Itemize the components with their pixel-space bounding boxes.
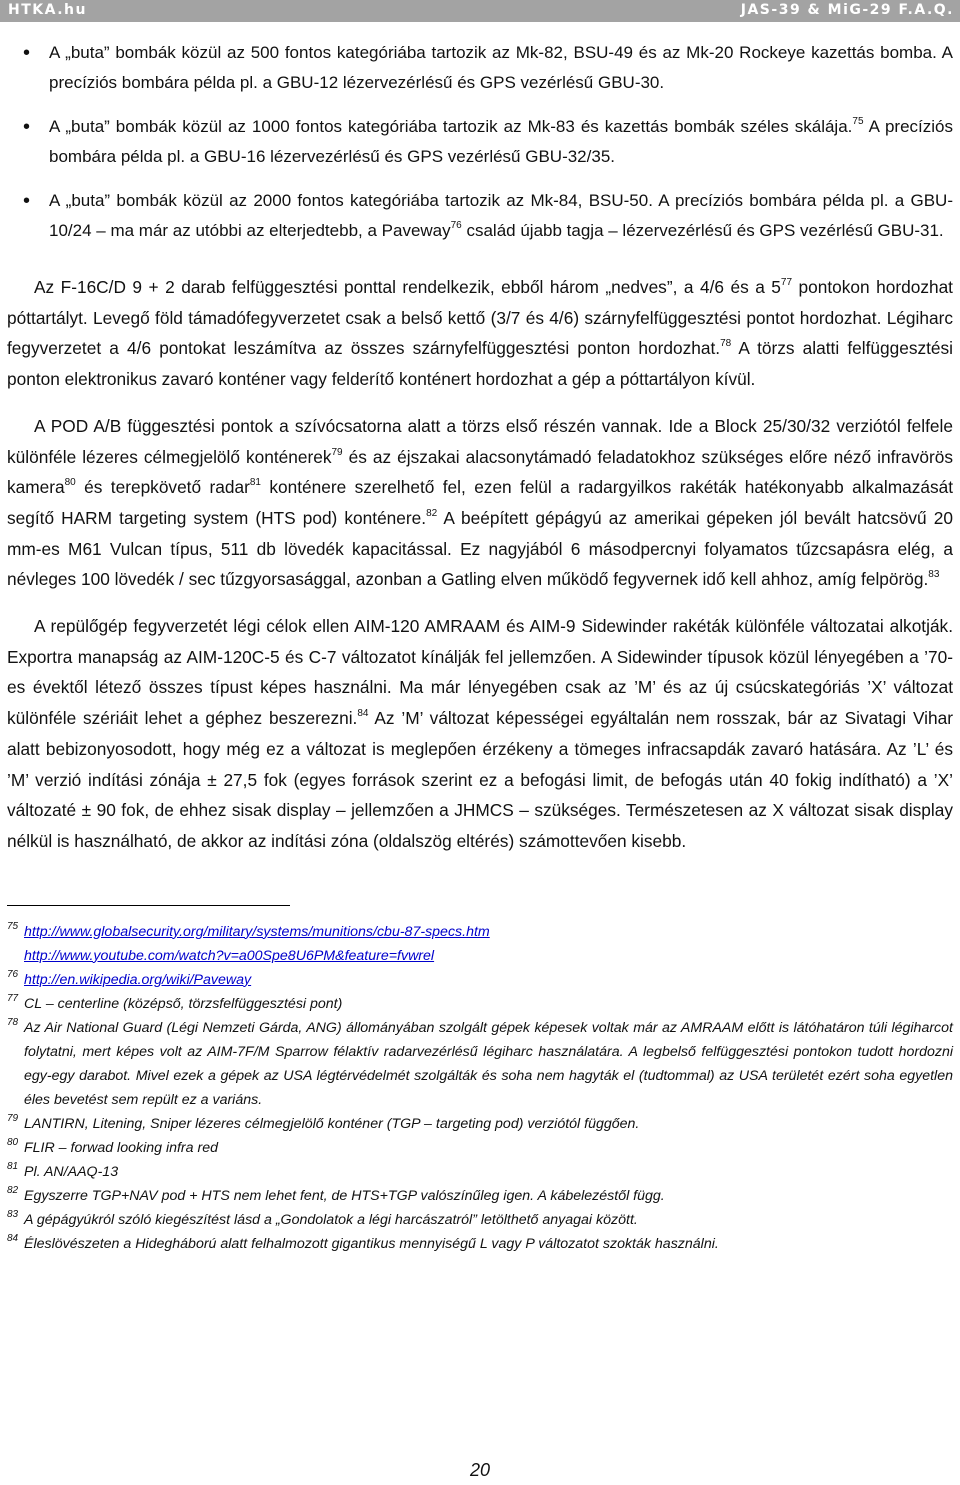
footnote-ref[interactable]: 76 <box>450 220 462 231</box>
list-item: • A „buta” bombák közül az 500 fontos kategóriába tartozik az Mk-82, BSU-49 és az Mk-20 Rockeye kazettás bomba. A precíziós bombára példa pl. a GBU-12 lézervezérlésű és GPS vezérlésű GBU-30. <box>7 38 953 98</box>
page-number: 20 <box>469 1460 491 1480</box>
footnote-ref[interactable]: 83 <box>928 569 940 581</box>
footnote-ref[interactable]: 78 <box>720 338 732 350</box>
header-site-name: HTKA.hu <box>8 2 87 18</box>
footnote-82: 82 Egyszerre TGP+NAV pod + HTS nem lehet fent, de HTS+TGP valószínűleg igen. A kábelezéstől függ. <box>7 1184 665 1204</box>
footnote-84: 84 Éleslövészeten a Hidegháború alatt felhalmozott gigantikus mennyiségű L vagy P változatot szokták használni. <box>7 1232 719 1252</box>
paragraph-f16-hardpoints: Az F-16C/D 9 + 2 darab felfüggesztési ponttal rendelkezik, ebből három „nedves”, a 4/6 és a $5^{77}$ pontokon hordozhat póttartályt. Levegő föld támadófegyverzetet csak a belső kettő (3/7 és 4/6) szárnyfelfüggesztési pontot hordozhat. Légiharc fegyverzetet a 4/6 pontokat leszámítva az összes szárnyfelfüggesztési ponton hordozhat.$^{78}$ A törzs alatti felfüggesztési ponton elektronikus zavaró konténer vagy felderítő konténert hordozhat a gép a póttartályon kívül. <box>7 277 953 390</box>
footnote-76: 76 http://en.wikipedia.org/wiki/Paveway <box>7 968 252 988</box>
paragraph-pod-stations: A POD A/B függesztési pontok a szívócsatorna alatt a törzs első részén vannak. Ide a Block 25/30/32 verziótól felfele különféle lézeres célmegjelölő konténerek$^{79}$ és az éjszakai alacsonytámadó feladatokhoz szükséges előre néző infravörös kamera$^{80}$ és terepkövető radar$^{81}$ konténere szerelhető fel, ezen felül a radargyilkos rakéták hatékonyabb alkalmazását segítő HARM targeting system (HTS pod) konténere.$^{82}$ A beépített gépágyú az amerikai gépeken jól bevált hatcsövű 20 mm-es M61 Vulcan típus, 511 db lövedék kapacitással. Ez nagyjából 6 másodpercnyi folyamatos tűzcsapásra elég, a névleges 100 lövedék / sec tűzgyorsasággal, azonban a Gatling elven működő fegyvernek idő kell ahhoz, amíg felpörög.$^{83}$ <box>7 415 953 590</box>
footnote-link[interactable]: http://www.youtube.com/watch?v=a00Spe8U6PM&feature=fvwrel <box>24 947 435 964</box>
list-item: • A „buta” bombák közül az 2000 fontos kategóriába tartozik az Mk-84, BSU-50. A precíziós bombára példa pl. a GBU-10/24 – ma már az utóbbi az elterjedtebb, a Paveway$^{76}$ család újabb tagja – lézervezérlésű és GPS vezérlésű GBU-31. <box>7 186 953 246</box>
footnote-80: 80 FLIR – forwad looking infra red <box>7 1136 218 1156</box>
footnotes <box>7 920 953 1256</box>
footnote-link[interactable]: http://www.globalsecurity.org/military/systems/munitions/cbu-87-specs.htm <box>24 923 490 940</box>
footnote-ref[interactable]: 80 <box>64 477 76 489</box>
footnote-ref[interactable]: 77 <box>780 277 793 288</box>
footnote-81: 81 Pl. AN/AAQ-13 <box>7 1160 119 1180</box>
footnote-75: 75 http://www.globalsecurity.org/military/systems/munitions/cbu-87-specs.htm http://www.youtube.com/watch?v=a00Spe8U6PM&feature=fvwrel <box>7 920 490 964</box>
footnote-link[interactable]: http://en.wikipedia.org/wiki/Paveway <box>24 971 252 988</box>
footnote-83: 83 A gépágyúkról szóló kiegészítést lásd a „Gondolatok a légi harcászatról” letölthető anyagai között. <box>7 1208 638 1228</box>
page-content <box>7 38 953 1256</box>
list-item: • A „buta” bombák közül az 1000 fontos kategóriába tartozik az Mk-83 és kazettás bombák széles skálája.$^{75}$ A precíziós bombára példa pl. a GBU-16 lézervezérlésű és GPS vezérlésű GBU-32/35. <box>7 112 953 172</box>
footnote-77: 77 CL – centerline (középső, törzsfelfüggesztési pont) <box>7 992 343 1012</box>
page-header <box>0 0 960 22</box>
footnote-ref[interactable]: 81 <box>249 477 261 489</box>
paragraph-air-to-air: A repülőgép fegyverzetét légi célok ellen AIM-120 AMRAAM és AIM-9 Sidewinder rakéták különféle változatai alkotják. Exportra manapság az AIM-120C-5 és C-7 változatot kínálják fel jellemzően. A Sidewinder típusok közül lényegében a ’70-es évektől létező összes típust képes használni. Ma már lényegében csak az ’M’ és az új csúcskategóriás ’X’ változat különféle szériáit lehet a géphez beszerezni.$^{84}$ Az ’M’ változat képességei egyáltalán nem rosszak, bár az Sivatagi Vihar alatt bebizonyosodott, hogy még ez a változat is meglepően érzékeny a tömeges infracsapdák zavaró hatására. Az ’L’ és ’M’ verzió indítási zónája ± 27,5 fok (egyes források szerint ez a befogási limit, de befogás után 40 fokig indítható) a ’X’ változaté ± 90 fok, de ehhez sisak display – jellemzően a JHMCS – szükséges. Természetesen az X változat sisak display nélkül is használható, de akkor az indítási zóna (oldalszög eltérés) számottevően kisebb. <box>7 616 953 851</box>
footnote-separator <box>7 905 290 906</box>
footnote-ref[interactable]: 84 <box>357 708 369 720</box>
footnote-79: 79 LANTIRN, Litening, Sniper lézeres célmegjelölő konténer (TGP – targeting pod) verziótól függően. <box>7 1112 640 1132</box>
bomb-category-list <box>7 38 953 246</box>
header-document-title: JAS-39 & MiG-29 F.A.Q. <box>740 2 954 18</box>
footnote-ref[interactable]: 75 <box>852 116 864 127</box>
footnote-ref[interactable]: 82 <box>426 507 438 519</box>
footnote-ref[interactable]: 79 <box>331 446 343 458</box>
footnote-78: 78 Az Air National Guard (Légi Nemzeti Gárda, ANG) állományában szolgált gépek képesek voltak már az AMRAAM előtt is látóhatáron túli légiharcot folytatni, mert képes volt az AIM-7F/M Sparrow félaktív radarvezérlésű légiharc használatára. A legbelső felfüggesztési pontokon tudott hordozni egy-egy darabot. Mivel ezek a gépek az USA légtérvédelmét szolgálták és soha nem hagyták el (tudtommal) az USA területét ezért soha egyetlen éles bevetést sem repült ez a variáns. <box>7 1016 953 1108</box>
